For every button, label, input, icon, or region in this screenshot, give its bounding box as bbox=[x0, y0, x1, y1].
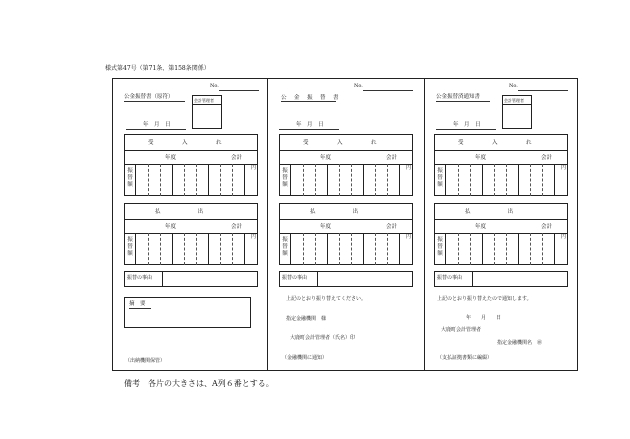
account-label: 会計 bbox=[231, 224, 243, 230]
title-underline bbox=[124, 101, 185, 102]
yen-label: 円 bbox=[561, 234, 567, 240]
summary-label: 摘 要 bbox=[129, 301, 146, 307]
account-label: 会計 bbox=[541, 224, 553, 230]
accountant-label: 会計管理者 bbox=[504, 98, 524, 103]
transfer-notice-message: 上記のとおり振り替えたので通知します。 bbox=[437, 296, 532, 302]
no-label: No. bbox=[509, 83, 518, 89]
year-label: 年度 bbox=[320, 155, 332, 161]
no-label: No. bbox=[354, 83, 363, 89]
title-underline bbox=[436, 101, 490, 102]
reason-label: 振替の事由 bbox=[127, 275, 153, 281]
account-label: 会計 bbox=[541, 155, 553, 161]
title-underline bbox=[281, 101, 336, 102]
sender-line: 大鹿町会計管理者（氏名）印 bbox=[290, 335, 356, 341]
transfer-amount-label: 振 替 額 bbox=[127, 237, 133, 257]
designated-bank-line: 指定金融機関名 ㊞ bbox=[497, 340, 543, 346]
pay-header: 払 出 bbox=[155, 209, 207, 215]
transfer-amount-label: 振 替 額 bbox=[282, 237, 288, 257]
yen-label: 円 bbox=[251, 234, 257, 240]
year-label: 年度 bbox=[475, 224, 487, 230]
bottom-note: （金融機関に通知） bbox=[282, 355, 328, 361]
designated-bank-line: 指定金融機関 様 bbox=[286, 316, 327, 322]
yen-label: 円 bbox=[251, 165, 257, 171]
no-field-line bbox=[363, 90, 413, 91]
receive-header: 受 入 れ bbox=[303, 140, 380, 146]
transfer-amount-label: 振 替 額 bbox=[127, 168, 133, 188]
reason-label: 振替の事由 bbox=[437, 275, 463, 281]
date-label: 年 月 日 bbox=[143, 122, 171, 128]
year-label: 年度 bbox=[475, 155, 487, 161]
panel-title: 公金振替済通知書 bbox=[436, 94, 481, 100]
account-label: 会計 bbox=[231, 155, 243, 161]
pay-header: 払 出 bbox=[465, 209, 517, 215]
year-label: 年度 bbox=[165, 224, 177, 230]
no-field-line bbox=[219, 90, 259, 91]
receive-header: 受 入 れ bbox=[148, 140, 225, 146]
transfer-amount-label: 振 替 額 bbox=[437, 168, 443, 188]
year-label: 年度 bbox=[320, 224, 332, 230]
account-label: 会計 bbox=[386, 224, 398, 230]
date-label: 年 月 日 bbox=[296, 122, 324, 128]
bottom-note: （出納機関保管） bbox=[125, 358, 166, 364]
no-label: No. bbox=[210, 83, 219, 89]
date-label: 年 月 日 bbox=[453, 122, 481, 128]
transfer-amount-label: 振 替 額 bbox=[282, 168, 288, 188]
accountant-label: 会計管理者 bbox=[194, 98, 214, 103]
no-field-line bbox=[518, 90, 568, 91]
panel-title: 公 金 振 替 書 bbox=[281, 95, 340, 101]
form-heading: 様式第47号（第71条、第158条関係） bbox=[105, 65, 210, 72]
sender-line: 大鹿町会計管理者 bbox=[441, 327, 482, 333]
transfer-amount-label: 振 替 額 bbox=[437, 237, 443, 257]
yen-label: 円 bbox=[406, 165, 412, 171]
panel-title: 公金振替書（原符） bbox=[124, 94, 174, 100]
yen-label: 円 bbox=[406, 234, 412, 240]
panel-divider bbox=[424, 78, 425, 371]
receive-header: 受 入 れ bbox=[458, 140, 535, 146]
reason-label: 振替の事由 bbox=[282, 275, 308, 281]
bottom-note: （支払証拠書類に編綴） bbox=[437, 355, 493, 361]
transfer-request-message: 上記のとおり振り替えてください。 bbox=[286, 296, 367, 302]
panel-divider bbox=[267, 78, 268, 371]
notice-date-line: 年 月 日 bbox=[466, 315, 502, 321]
yen-label: 円 bbox=[561, 165, 567, 171]
year-label: 年度 bbox=[165, 155, 177, 161]
account-label: 会計 bbox=[386, 155, 398, 161]
pay-header: 払 出 bbox=[310, 209, 362, 215]
footer-note: 備考 各片の大きさは、A列６番とする。 bbox=[124, 379, 274, 388]
